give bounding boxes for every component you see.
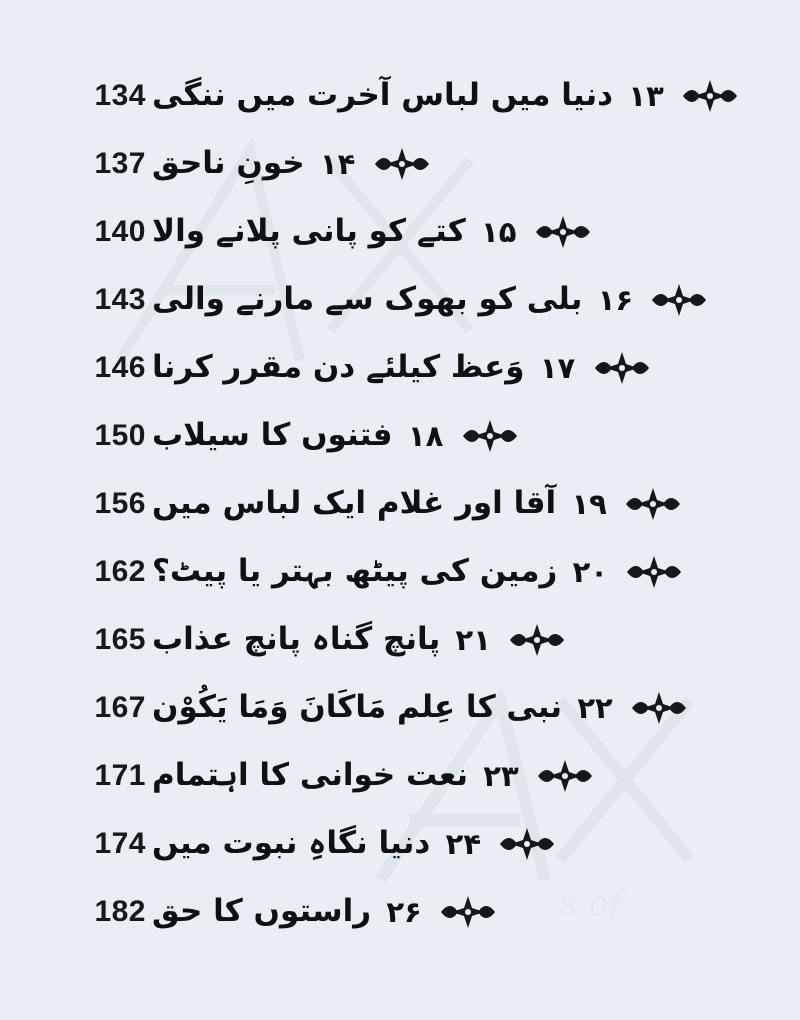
star-ornament-icon [648,280,710,320]
toc-entry [152,144,766,184]
star-ornament-icon [437,892,499,932]
toc-entry [152,756,766,796]
star-ornament-icon [679,76,741,116]
toc-entry [152,280,766,320]
toc-entry [152,76,766,116]
table-row[interactable] [34,130,766,198]
toc-entry-title: زمین کی پیٹھ بہتر یا پیٹ؟ [152,553,558,590]
toc-entry-title: بلی کو بھوک سے مارنے والی [152,281,583,318]
toc-entry-title: راستوں کا حق [152,893,372,930]
toc-page-number: 171 [94,759,146,792]
toc-entry-title: خونِ ناحق [152,145,305,182]
toc-page-number: 167 [94,691,146,724]
toc-entry [152,552,766,592]
toc-entry [152,620,766,660]
table-row[interactable] [34,878,766,946]
toc-entry-serial: ۲۲ [577,691,613,725]
toc-entry-serial: ۲۴ [445,827,482,861]
toc-entry-serial: ۱۵ [481,215,517,249]
toc-entry [152,416,766,456]
toc-page-number: 162 [94,555,146,588]
toc-page-number: 165 [94,623,146,656]
table-row[interactable] [34,538,766,606]
toc-page-number: 140 [94,215,146,248]
toc-entry-title: دنیا میں لباس آخرت میں ننگی [152,77,614,114]
toc-entry-title: آقا اور غلام ایک لباس میں [152,485,557,522]
star-ornament-icon [534,756,596,796]
toc-entry-serial: ۲۶ [386,895,422,929]
svg-text:s of: s of [560,884,622,924]
star-ornament-icon [506,620,568,660]
toc-page-number: 137 [94,147,146,180]
toc-entry-serial: ۲۳ [483,759,519,793]
toc-entry [152,688,766,728]
toc-entry-serial: ۱۸ [407,419,444,453]
table-row[interactable] [34,810,766,878]
star-ornament-icon [591,348,653,388]
toc-list [34,62,766,946]
star-ornament-icon [459,416,521,456]
toc-entry-serial: ۲۱ [455,623,491,657]
toc-entry-serial: ۱۹ [571,487,607,521]
table-row[interactable] [34,198,766,266]
toc-page-number: 143 [94,283,146,316]
toc-entry-title: فتنوں کا سیلاب [152,417,393,454]
star-ornament-icon [496,824,558,864]
toc-page-number: 182 [94,895,146,928]
toc-entry-title: وَعظ کیلئے دن مقرر کرنا [152,349,525,386]
toc-entry-title: دنیا نگاہِ نبوت میں [152,825,431,862]
table-row[interactable] [34,606,766,674]
toc-entry-serial: ۱۷ [539,351,576,385]
toc-entry [152,212,766,252]
star-ornament-icon [371,144,433,184]
toc-page-number: 150 [94,419,146,452]
star-ornament-icon [628,688,690,728]
toc-page-number: 174 [94,827,146,860]
table-row[interactable] [34,266,766,334]
toc-entry-title: کتے کو پانی پلانے والا [152,213,466,250]
toc-entry-serial: ۱۴ [319,147,356,181]
toc-page-number: 146 [94,351,146,384]
star-ornament-icon [623,552,685,592]
table-row[interactable] [34,402,766,470]
toc-entry [152,892,766,932]
toc-page-number: 134 [94,79,146,112]
toc-entry [152,484,766,524]
toc-entry [152,824,766,864]
star-ornament-icon [622,484,684,524]
toc-entry-serial: ۱۳ [628,79,664,113]
table-row[interactable] [34,470,766,538]
table-row[interactable] [34,674,766,742]
table-row[interactable] [34,742,766,810]
toc-entry-serial: ۲۰ [572,555,608,589]
table-row[interactable] [34,334,766,402]
toc-entry-serial: ۱۶ [597,283,634,317]
toc-entry [152,348,766,388]
toc-entry-title: نعت خوانی کا اہتمام [152,757,468,794]
star-ornament-icon [532,212,594,252]
toc-entry-title: نبی کا عِلم مَاکَانَ وَمَا یَکُوْن [152,689,563,726]
toc-entry-title: پانچ گناہ پانچ عذاب [152,621,441,658]
toc-page-number: 156 [94,487,146,520]
table-row[interactable] [34,62,766,130]
